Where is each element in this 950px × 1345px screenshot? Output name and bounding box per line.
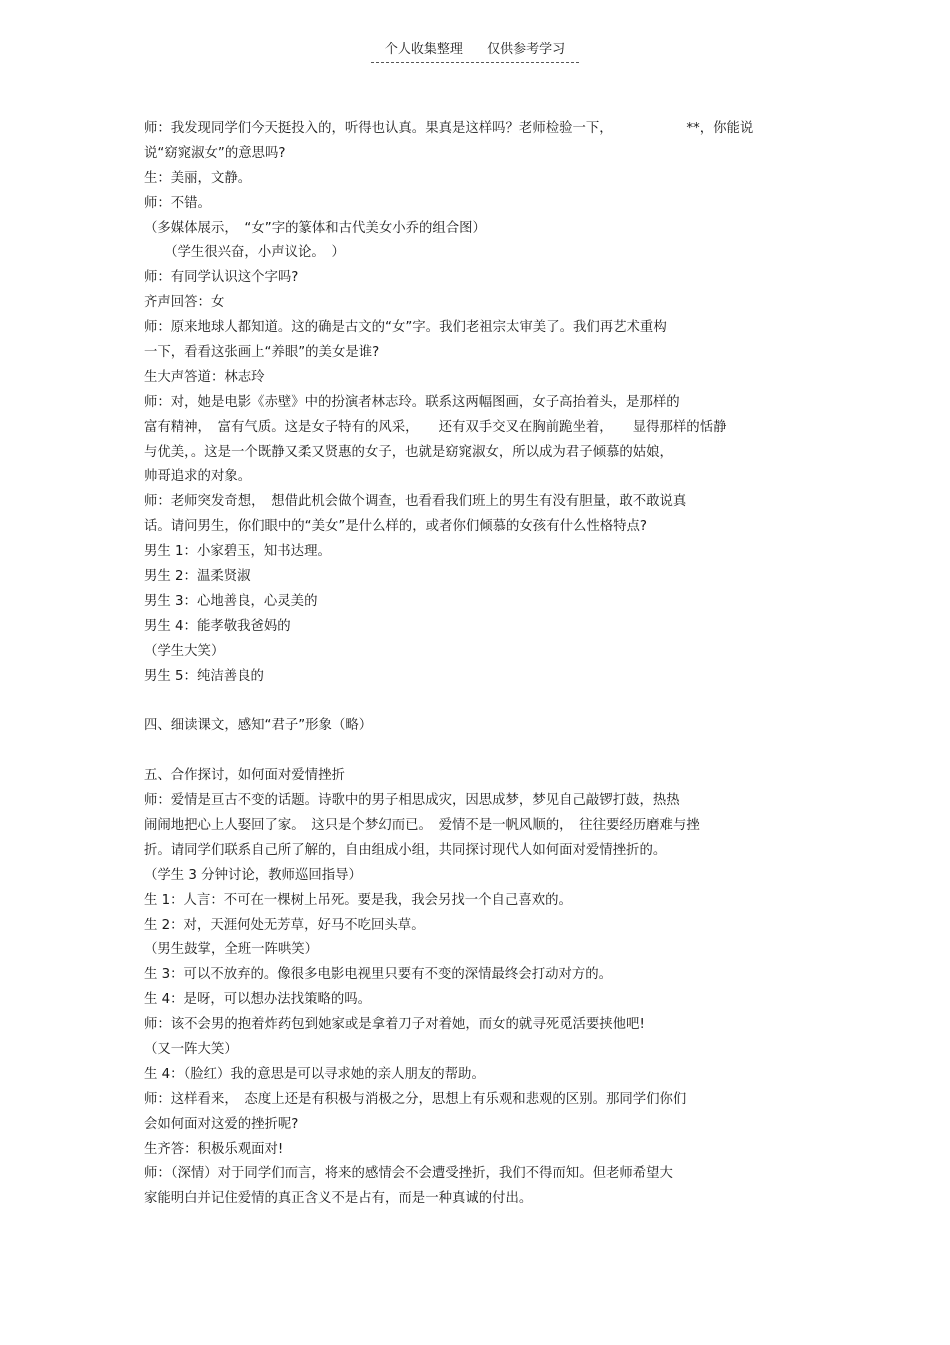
text-line: 男生 4：能孝敬我爸妈的 [144,618,291,634]
text-line: （学生大笑） [144,643,225,659]
text-line: 生齐答：积极乐观面对! [144,1141,284,1157]
text-line: 男生 1：小家碧玉，知书达理。 [144,544,331,560]
text-line: 一下，看看这张画上“养眼”的美女是谁? [144,345,380,361]
text-line: 师：该不会男的抱着炸药包到她家或是拿着刀子对着她，而女的就寻死觅活要挟他吧! [144,1017,645,1033]
text-line: 生 1：人言：不可在一棵树上吊死。要是我，我会另找一个自己喜欢的。 [144,892,572,908]
text-line: 齐声回答：女 [144,295,225,311]
text-line: 师：有同学认识这个字吗? [144,270,299,286]
text-line: 师：对，她是电影《赤壁》中的扮演者林志玲。联系这两幅图画，女子高抬着头，是那样的 [144,394,680,410]
text-line: 话。请问男生，你们眼中的“美女”是什么样的，或者你们倾慕的女孩有什么性格特点? [144,519,648,535]
text-line: 生 4：是呀，可以想办法找策略的吗。 [144,992,372,1008]
text-line: 五、合作探讨，如何面对爱情挫折 [144,768,345,784]
header-left-text: 个人收集整理 [384,42,463,57]
text-line: （又一阵大笑） [144,1041,238,1057]
text-line: 师：不错。 [144,195,211,211]
text-line: 会如何面对这爱的挫折呢? [144,1116,299,1132]
text-line: 师：爱情是亘古不变的话题。诗歌中的男子相思成灾，因思成梦，梦见自己敲锣打鼓，热热 [144,793,680,809]
text-line: 说“窈窕淑女”的意思吗? [144,145,286,161]
text-line: 富有精神， 富有气质。这是女子特有的风采， 还有双手交叉在胸前跪坐着， 显得那样的恬静 [144,419,727,435]
text-line: 男生 5：纯洁善良的 [144,668,264,684]
text-line: 男生 2：温柔贤淑 [144,569,251,585]
header-box [371,38,579,63]
text-line: 生 3：可以不放弃的。像很多电影电视里只要有不变的深情最终会打动对方的。 [144,967,613,983]
text-line: 师：这样看来， 态度上还是有积极与消极之分，思想上有乐观和悲观的区别。那同学们你们 [144,1091,687,1107]
text-line: 折。请同学们联系自己所了解的，自由组成小组，共同探讨现代人如何面对爱情挫折的。 [144,842,667,858]
header-dashed-rule [371,62,579,63]
text-line: 师：（深情）对于同学们而言，将来的感情会不会遭受挫折，我们不得而知。但老师希望大 [144,1166,673,1182]
text-line: 师：老师突发奇想， 想借此机会做个调查，也看看我们班上的男生有没有胆量，敢不敢说真 [144,494,687,510]
text-line: 四、细读课文，感知“君子”形象（略） [144,718,373,734]
header-right-text: 仅供参考学习 [487,42,566,57]
text-line: （多媒体展示， “女”字的篆体和古代美女小乔的组合图） [144,220,486,236]
blank-line [144,739,806,764]
document-body [144,117,806,1212]
text-line: 帅哥追求的对象。 [144,469,252,485]
text-line: 男生 3：心地善良，心灵美的 [144,593,318,609]
text-line: 家能明白并记住爱情的真正含义不是占有，而是一种真诚的付出。 [144,1191,533,1207]
text-line: （学生 3 分钟讨论，教师巡回指导） [144,867,362,883]
text-line: 与优美，。这是一个既静又柔又贤惠的女子，也就是窈窕淑女，所以成为君子倾慕的姑娘， [144,444,673,460]
text-line: 师：我发现同学们今天挺投入的，听得也认真。果真是这样吗？老师检验一下， **，你能说 [144,121,754,136]
text-line: 生 4：（脸红）我的意思是可以寻求她的亲人朋友的帮助。 [144,1066,485,1082]
text-line: 师：原来地球人都知道。这的确是古文的“女”字。我们老祖宗太审美了。我们再艺术重构 [144,320,667,336]
page-header [0,38,950,63]
text-line: 生：美丽，文静。 [144,170,252,186]
text-line: （男生鼓掌，全班一阵哄笑） [144,942,319,958]
text-line: 生大声答道：林志玲 [144,369,265,385]
text-line: （学生很兴奋，小声议论。 ） [144,245,345,261]
blank-line [144,689,806,714]
text-line: 闹闹地把心上人娶回了家。 这只是个梦幻而已。 爱情不是一帆风顺的， 往往要经历磨难与挫 [144,817,700,833]
text-line: 生 2：对，天涯何处无芳草，好马不吃回头草。 [144,917,425,933]
